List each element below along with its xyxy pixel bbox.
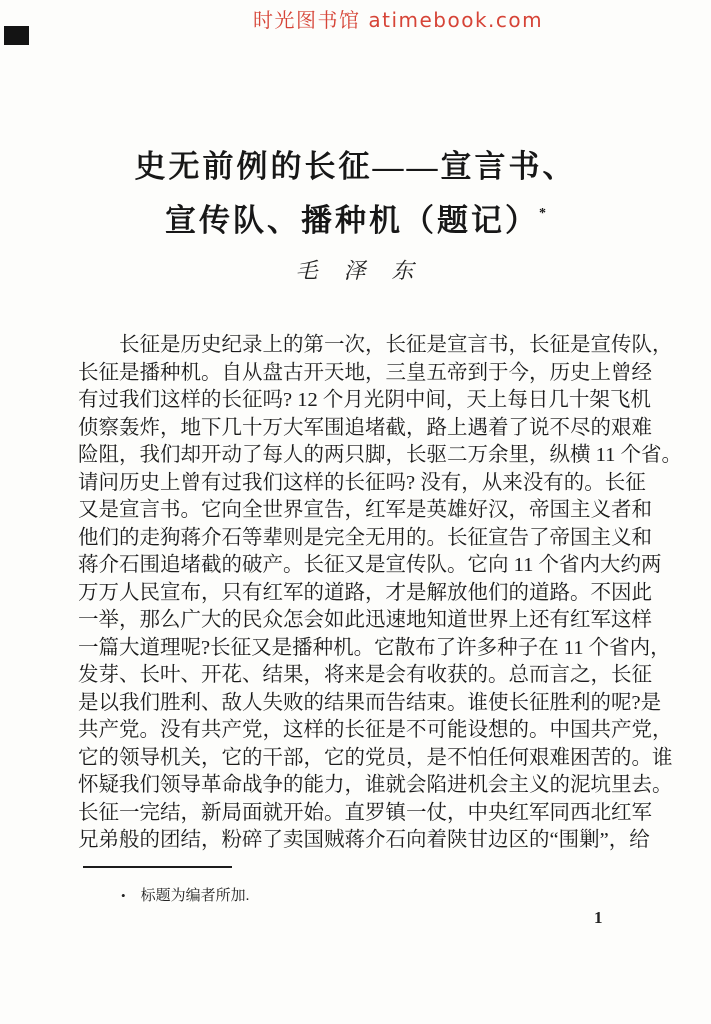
body-line: 请问历史上曾有过我们这样的长征吗? 没有，从来没有的。长征 bbox=[78, 471, 646, 494]
body-line: 长征一完结，新局面就开始。直罗镇一仗，中央红军同西北红军 bbox=[78, 801, 652, 824]
body-line: 长征是播种机。自从盘古开天地，三皇五帝到于今，历史上曾经 bbox=[78, 361, 652, 384]
title-line-2: 宣传队、播种机（题记） bbox=[165, 203, 539, 238]
footnote-text: 标题为编者所加. bbox=[140, 888, 250, 904]
scan-artifact-box bbox=[4, 26, 29, 45]
body-line: 又是宣言书。它向全世界宣告，红军是英雄好汉，帝国主义者和 bbox=[78, 499, 652, 521]
body-line: 长征是历史纪录上的第一次，长征是宣言书，长征是宣传队， bbox=[78, 334, 673, 356]
body-line: 发芽、长叶、开花、结果，将来是会有收获的。总而言之，长征 bbox=[78, 664, 652, 686]
watermark-header: 时光图书馆 atimebook.com bbox=[253, 8, 544, 32]
body-line: 共产党。没有共产党，这样的长征是不可能设想的。中国共产党， bbox=[78, 719, 673, 741]
page-title bbox=[0, 143, 711, 244]
body-line: 兄弟般的团结，粉碎了卖国贼蒋介石向着陕甘边区的“围剿”，给 bbox=[78, 829, 650, 851]
title-footnote-marker: * bbox=[539, 206, 546, 221]
body-line: 险阻，我们却开动了每人的两只脚，长驱二万余里，纵横 11 个省。 bbox=[78, 444, 682, 466]
body-line: 有过我们这样的长征吗? 12 个月光阴中间，天上每日几十架飞机 bbox=[78, 389, 651, 411]
body-line: 它的领导机关，它的干部，它的党员，是不怕任何艰难困苦的。谁 bbox=[78, 746, 673, 769]
body-line: 万万人民宣布，只有红军的道路，才是解放他们的道路。不因此 bbox=[78, 581, 652, 604]
page-number: 1 bbox=[594, 908, 603, 927]
title-line-1: 史无前例的长征——宣言书、 bbox=[134, 149, 577, 184]
footnote bbox=[121, 884, 249, 905]
body-line: 是以我们胜利、敌人失败的结果而告结束。谁使长征胜利的呢?是 bbox=[78, 691, 662, 714]
footnote-divider bbox=[83, 866, 232, 868]
footnote-marker: • bbox=[121, 888, 126, 903]
body-line: 他们的走狗蒋介石等辈则是完全无用的。长征宣告了帝国主义和 bbox=[78, 526, 652, 549]
body-line: 侦察轰炸，地下几十万大军围追堵截，路上遇着了说不尽的艰难 bbox=[78, 416, 652, 439]
author-name: 毛 泽 东 bbox=[295, 258, 416, 283]
body-line: 蒋介石围追堵截的破产。长征又是宣传队。它向 11 个省内大约两 bbox=[78, 554, 662, 576]
body-text bbox=[78, 332, 682, 855]
body-line: 怀疑我们领导革命战争的能力，谁就会陷进机会主义的泥坑里去。 bbox=[78, 774, 673, 796]
body-line: 一举，那么广大的民众怎会如此迅速地知道世界上还有红军这样 bbox=[78, 609, 652, 631]
body-line: 一篇大道理呢?长征又是播种机。它散布了许多种子在 11 个省内， bbox=[78, 636, 671, 659]
